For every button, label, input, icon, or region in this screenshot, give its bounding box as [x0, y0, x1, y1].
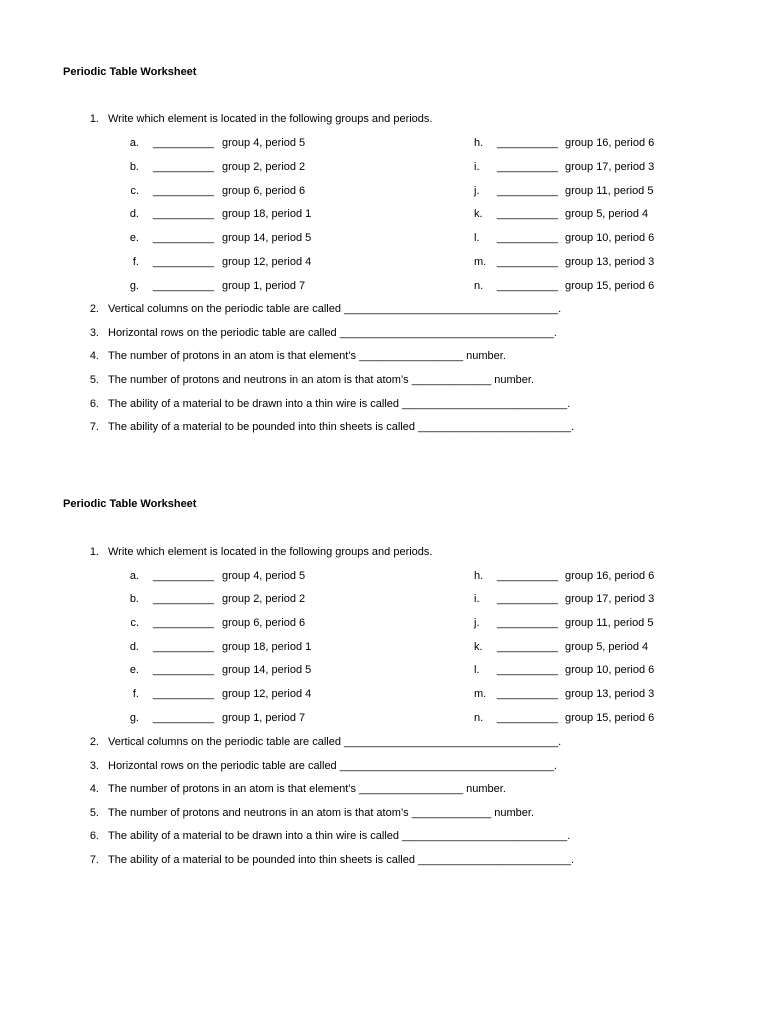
answer-blank[interactable]: __________	[497, 232, 559, 244]
sub-item-letter: i.	[474, 161, 480, 173]
answer-blank[interactable]: __________	[153, 161, 215, 173]
answer-blank[interactable]: __________	[497, 161, 559, 173]
sub-item-letter: d.	[129, 208, 139, 220]
question-number: 4.	[89, 783, 99, 795]
answer-blank[interactable]: __________	[153, 137, 215, 149]
sub-item-letter: m.	[474, 256, 487, 268]
sub-item-letter: h.	[474, 137, 484, 149]
answer-blank[interactable]: __________	[497, 641, 559, 653]
sub-item-letter: l.	[474, 664, 480, 676]
question-text: Horizontal rows on the periodic table are called ___________________________________.	[108, 327, 557, 339]
question-text: The number of protons in an atom is that element’s _________________ number.	[108, 350, 506, 362]
sub-item-letter: a.	[129, 570, 139, 582]
question-text: The number of protons and neutrons in an atom is that atom’s _____________ number.	[108, 374, 535, 386]
answer-blank[interactable]: __________	[497, 688, 559, 700]
sub-item-letter: e.	[129, 232, 139, 244]
sub-item-text: group 15, period 6	[565, 280, 655, 292]
sub-item-text: group 12, period 4	[222, 256, 312, 268]
question-number: 5.	[89, 807, 99, 819]
question-text: Vertical columns on the periodic table are called ___________________________________.	[108, 736, 562, 748]
worksheet-title: Periodic Table Worksheet	[63, 66, 197, 78]
worksheet-2	[0, 432, 768, 866]
answer-blank[interactable]: __________	[497, 256, 559, 268]
answer-blank[interactable]: __________	[497, 617, 559, 629]
question-text: The ability of a material to be drawn into a thin wire is called ___________________________.	[108, 398, 571, 410]
question-number: 6.	[89, 830, 99, 842]
sub-item-letter: n.	[474, 280, 484, 292]
question-number: 2.	[89, 736, 99, 748]
sub-item-text: group 14, period 5	[222, 232, 312, 244]
answer-blank[interactable]: __________	[497, 664, 559, 676]
question-text: Horizontal rows on the periodic table are called ___________________________________.	[108, 760, 557, 772]
sub-item-text: group 4, period 5	[222, 137, 306, 149]
sub-item-text: group 11, period 5	[565, 185, 654, 197]
answer-blank[interactable]: __________	[153, 185, 215, 197]
question-text: The ability of a material to be drawn into a thin wire is called ___________________________.	[108, 830, 571, 842]
sub-item-letter: c.	[130, 617, 139, 629]
answer-blank[interactable]: __________	[153, 688, 215, 700]
sub-item-text: group 13, period 3	[565, 256, 655, 268]
question-number: 1.	[89, 113, 99, 125]
sub-item-text: group 14, period 5	[222, 664, 312, 676]
sub-item-letter: j.	[474, 617, 480, 629]
answer-blank[interactable]: __________	[153, 208, 215, 220]
question-number: 3.	[89, 327, 99, 339]
sub-item-text: group 18, period 1	[222, 641, 312, 653]
sub-item-text: group 4, period 5	[222, 570, 306, 582]
sub-item-text: group 18, period 1	[222, 208, 312, 220]
answer-blank[interactable]: __________	[497, 712, 559, 724]
question-number: 4.	[89, 350, 99, 362]
answer-blank[interactable]: __________	[497, 185, 559, 197]
answer-blank[interactable]: __________	[497, 280, 559, 292]
sub-item-text: group 2, period 2	[222, 593, 306, 605]
sub-item-letter: i.	[474, 593, 480, 605]
question-text: Write which element is located in the following groups and periods.	[108, 113, 433, 125]
question-number: 3.	[89, 760, 99, 772]
answer-blank[interactable]: __________	[153, 617, 215, 629]
sub-item-text: group 1, period 7	[222, 280, 306, 292]
sub-item-text: group 6, period 6	[222, 617, 306, 629]
sub-item-text: group 6, period 6	[222, 185, 306, 197]
sub-item-text: group 10, period 6	[565, 664, 655, 676]
sub-item-letter: h.	[474, 570, 484, 582]
sub-item-text: group 2, period 2	[222, 161, 306, 173]
answer-blank[interactable]: __________	[497, 570, 559, 582]
sub-item-text: group 17, period 3	[565, 161, 655, 173]
sub-item-letter: b.	[129, 161, 139, 173]
question-text: Write which element is located in the following groups and periods.	[108, 546, 433, 558]
sub-item-letter: g.	[129, 280, 139, 292]
question-number: 2.	[89, 303, 99, 315]
question-number: 7.	[89, 421, 99, 433]
sub-item-letter: f.	[132, 256, 139, 268]
answer-blank[interactable]: __________	[153, 570, 215, 582]
question-number: 6.	[89, 398, 99, 410]
answer-blank[interactable]: __________	[497, 593, 559, 605]
sub-item-letter: e.	[129, 664, 139, 676]
answer-blank[interactable]: __________	[153, 641, 215, 653]
sub-item-letter: j.	[474, 185, 480, 197]
answer-blank[interactable]: __________	[153, 256, 215, 268]
answer-blank[interactable]: __________	[153, 712, 215, 724]
sub-item-letter: a.	[129, 137, 139, 149]
answer-blank[interactable]: __________	[497, 208, 559, 220]
question-text: The ability of a material to be pounded into thin sheets is called _________________________.	[108, 854, 575, 866]
worksheet-title: Periodic Table Worksheet	[63, 498, 197, 510]
answer-blank[interactable]: __________	[153, 280, 215, 292]
answer-blank[interactable]: __________	[497, 137, 559, 149]
answer-blank[interactable]: __________	[153, 593, 215, 605]
question-number: 7.	[89, 854, 99, 866]
sub-item-letter: c.	[130, 185, 139, 197]
sub-item-text: group 15, period 6	[565, 712, 655, 724]
sub-item-text: group 16, period 6	[565, 570, 655, 582]
question-text: Vertical columns on the periodic table are called ___________________________________.	[108, 303, 562, 315]
sub-item-text: group 13, period 3	[565, 688, 655, 700]
sub-item-text: group 17, period 3	[565, 593, 655, 605]
sub-item-letter: d.	[129, 641, 139, 653]
sub-item-letter: b.	[129, 593, 139, 605]
sub-item-text: group 16, period 6	[565, 137, 655, 149]
question-number: 5.	[89, 374, 99, 386]
answer-blank[interactable]: __________	[153, 664, 215, 676]
sub-item-text: group 12, period 4	[222, 688, 312, 700]
answer-blank[interactable]: __________	[153, 232, 215, 244]
sub-item-letter: n.	[474, 712, 484, 724]
sub-item-text: group 5, period 4	[565, 208, 649, 220]
sub-item-letter: l.	[474, 232, 480, 244]
sub-item-letter: k.	[474, 641, 483, 653]
sub-item-text: group 5, period 4	[565, 641, 649, 653]
question-text: The ability of a material to be pounded into thin sheets is called _________________________.	[108, 421, 575, 433]
sub-item-letter: f.	[132, 688, 139, 700]
question-text: The number of protons and neutrons in an atom is that atom’s _____________ number.	[108, 807, 535, 819]
worksheet-1	[0, 0, 768, 433]
sub-item-letter: m.	[474, 688, 487, 700]
sub-item-text: group 11, period 5	[565, 617, 654, 629]
question-number: 1.	[89, 546, 99, 558]
sub-item-letter: k.	[474, 208, 483, 220]
sub-item-text: group 1, period 7	[222, 712, 306, 724]
sub-item-text: group 10, period 6	[565, 232, 655, 244]
question-text: The number of protons in an atom is that element’s _________________ number.	[108, 783, 506, 795]
sub-item-letter: g.	[129, 712, 139, 724]
